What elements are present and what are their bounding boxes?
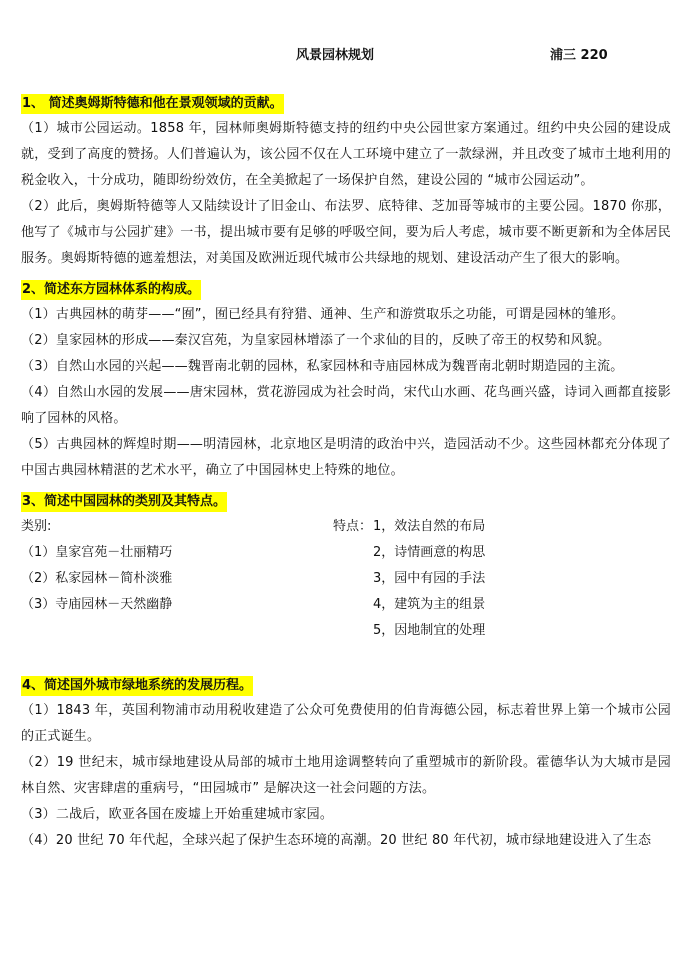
category-item: （2）私家园林－简朴淡雅 (21, 571, 173, 586)
q2-paragraph-2: （2）皇家园林的形成——秦汉宫苑，为皇家园林增添了一个求仙的目的，反映了帝王的权势和风貌。 (21, 333, 611, 348)
document-page (21, 44, 671, 854)
q4-paragraph-2: （2）19 世纪末，城市绿地建设从局部的城市土地用途调整转向了重塑城市的新阶段。霍德华认为大城市是园林自然、灾害肆虐的重病号，“田园城市” 是解决这一社会问题的方法。 (21, 755, 671, 796)
q1-paragraph-2: （2）此后，奥姆斯特德等人又陆续设计了旧金山、布法罗、底特律、芝加哥等城市的主要公园。1870 你那，他写了《城市与公园扩建》一书，提出城市要有足够的呼吸空间，要为后人考虑，城市要不断更新和为全体居民服务。奥姆斯特德的遮羞想法，对美国及欧洲近现代城市公共绿地的规划、建设活动产生了很大的影响。 (21, 199, 671, 266)
features-label: 特点： (333, 519, 373, 534)
categories-column (21, 514, 321, 618)
feature-item: 1，效法自然的布局 (373, 519, 486, 534)
q2-paragraph-5: （5）古典园林的辉煌时期——明清园林，北京地区是明清的政治中兴，造园活动不少。这些园林都充分体现了中国古典园林精湛的艺术水平，确立了中国园林史上特殊的地位。 (21, 437, 671, 478)
feature-row (333, 514, 663, 540)
document-title: 风景园林规划 (296, 48, 375, 63)
q2-paragraph-3: （3）自然山水园的兴起——魏晋南北朝的园林，私家园林和寺庙园林成为魏晋南北朝时期造园的主流。 (21, 359, 624, 374)
q2-paragraph-1: （1）古典园林的萌芽——“囿”，囿已经具有狩猎、通神、生产和游赏取乐之功能，可谓是园林的雏形。 (21, 307, 625, 322)
q3-columns (21, 514, 671, 644)
question-2-wrap (21, 278, 671, 302)
feature-item: 5，因地制宜的处理 (373, 623, 486, 638)
q1-paragraph-1: （1）城市公园运动。1858 年，园林师奥姆斯特德支持的纽约中央公园世家方案通过。纽约中央公园的建设成就，受到了高度的赞扬。人们普遍认为，该公园不仅在人工环境中建立了一款绿洲，并且改变了城市土地利用的税金收入，十分成功，随即纷纷效仿，在全美掀起了一场保护自然，建设公园的 “城市公园运动”。 (21, 121, 671, 188)
q4-paragraph-4: （4）20 世纪 70 年代起，全球兴起了保护生态环境的高潮。20 世纪 80 年代初，城市绿地建设进入了生态 (21, 833, 652, 848)
page-header (21, 44, 671, 66)
category-item: （1）皇家宫苑－壮丽精巧 (21, 545, 173, 560)
question-4-heading: 4、简述国外城市绿地系统的发展历程。 (21, 676, 253, 696)
question-3-heading: 3、简述中国园林的类别及其特点。 (21, 492, 227, 512)
section-spacer (21, 644, 671, 668)
categories-label: 类别: (21, 519, 52, 534)
question-2-heading: 2、简述东方园林体系的构成。 (21, 280, 201, 300)
question-4-wrap (21, 674, 671, 698)
question-1-heading: 1、 简述奥姆斯特德和他在景观领域的贡献。 (21, 94, 284, 114)
feature-item: 3，园中有园的手法 (373, 571, 486, 586)
feature-item: 4，建筑为主的组景 (373, 597, 486, 612)
q4-paragraph-1: （1）1843 年，英国利物浦市动用税收建造了公众可免费使用的伯肯海德公园，标志着世界上第一个城市公园的正式诞生。 (21, 703, 671, 744)
question-3-wrap (21, 490, 671, 514)
features-column (333, 514, 663, 644)
q2-paragraph-4: （4）自然山水园的发展——唐宋园林，赏花游园成为社会时尚，宋代山水画、花鸟画兴盛，诗词入画都直接影响了园林的风格。 (21, 385, 671, 426)
document-code: 浦三 220 (550, 48, 608, 63)
question-1-wrap (21, 92, 671, 116)
category-item: （3）寺庙园林－天然幽静 (21, 597, 173, 612)
feature-item: 2，诗情画意的构思 (373, 545, 486, 560)
q4-paragraph-3: （3）二战后，欧亚各国在废墟上开始重建城市家园。 (21, 807, 334, 822)
